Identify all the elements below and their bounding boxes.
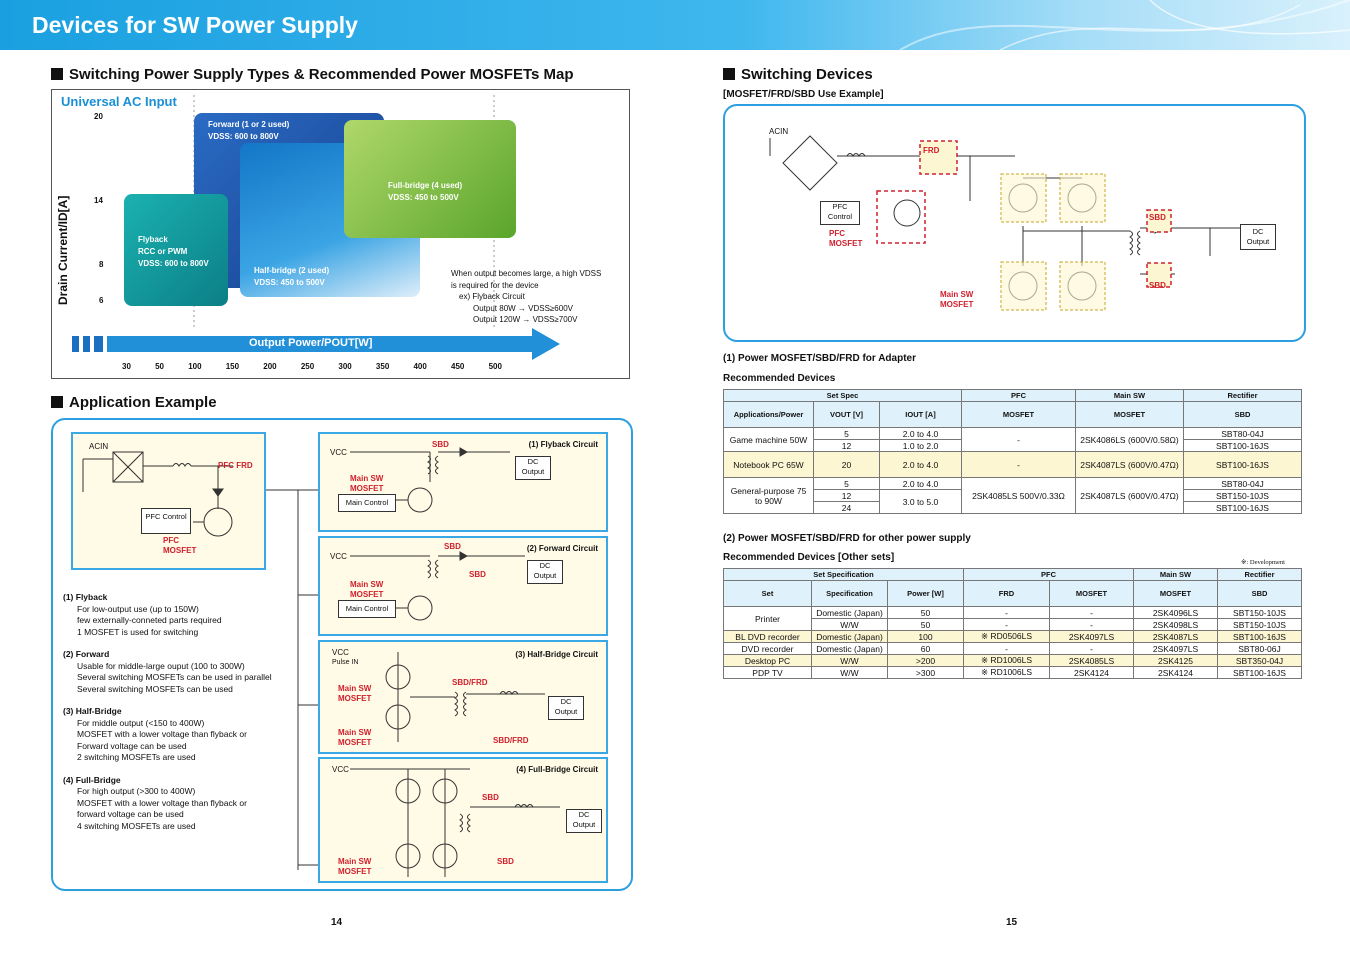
table-header: MOSFET [962,402,1076,428]
x-tick: 200 [263,362,277,371]
square-bullet-icon [51,68,63,80]
table-cell: SBT80-06J [1218,643,1302,655]
table-row [724,452,1302,478]
forward-circuit-box [318,536,608,636]
table-header: Main SW [1076,390,1184,402]
table-cell: 12 [814,440,880,452]
table-cell: Notebook PC 65W [724,452,814,478]
table-header: Applications/Power [724,402,814,428]
page-title: Devices for SW Power Supply [32,12,358,38]
fullbridge-block [344,120,516,238]
application-panel [51,418,633,891]
pfc-control-box: PFC Control [820,201,860,225]
page-number-right: 15 [1006,917,1018,928]
map-subtitle: Universal AC Input [61,94,177,109]
table-cell: >200 [888,655,964,667]
vdss-note [451,268,601,326]
sbd-label: SBD [1149,281,1166,290]
table-cell: SBT100-16JS [1184,440,1302,452]
adapter-devices-table [723,389,1302,514]
acin-label: ACIN [769,127,789,136]
table-header: MOSFET [1076,402,1184,428]
table-cell: 2SK4085LS 500V/0.33Ω [962,478,1076,514]
desc-line: Usable for middle-large ouput (100 to 300W) [77,660,245,671]
square-bullet-icon [51,396,63,408]
table-cell: SBT100-16JS [1218,667,1302,679]
flyback-circuit-box [318,432,608,532]
table-cell: SBT150-10JS [1184,490,1302,502]
table-row [724,655,1302,667]
table-cell: 2SK4085LS [1050,655,1134,667]
sbd-label: SBD [444,542,461,551]
table-cell: 50 [888,607,964,619]
table-row [724,428,1302,440]
table-cell: DVD recorder [724,643,812,655]
table-cell: 2.0 to 4.0 [880,428,962,440]
y-tick: 14 [94,196,103,205]
table-row [724,478,1302,490]
vcc-label: VCC [330,552,347,561]
table-cell: - [1050,607,1134,619]
desc-line: For middle output (<150 to 400W) [77,717,205,728]
table-cell: 20 [814,452,880,478]
sbd-label: SBD [1149,213,1166,222]
block-label: RCC or PWM [138,247,188,256]
table-cell: Domestic (Japan) [812,607,888,619]
x-axis-label: Output Power/POUT[W] [249,337,373,349]
table-cell: SBT100-16JS [1184,502,1302,514]
table-cell: 2.0 to 4.0 [880,452,962,478]
table-cell: SBT100-16JS [1218,631,1302,643]
sbd-frd-label: SBD/FRD [493,736,529,745]
x-tick: 400 [413,362,427,371]
table-cell: - [964,619,1050,631]
table-header: PFC [962,390,1076,402]
main-control-box: Main Control [338,494,396,512]
desc-line: Several switching MOSFETs can be used [77,683,233,694]
table-cell: 2SK4098LS [1134,619,1218,631]
table-cell: Desktop PC [724,655,812,667]
x-ticks [122,362,502,371]
circuit-title: (3) Half-Bridge Circuit [515,650,598,659]
pulse-in-label: Pulse IN [332,659,359,666]
sbd-label: SBD [432,440,449,449]
desc-heading: (3) Half-Bridge [63,706,122,716]
table-cell: - [964,607,1050,619]
desc-flyback [63,592,303,638]
table-header: Rectifier [1184,390,1302,402]
table-cell: 5 [814,478,880,490]
x-tick: 500 [488,362,502,371]
table2-title: (2) Power MOSFET/SBD/FRD for other power supply [723,533,971,544]
topology-descriptions [63,592,303,832]
table-cell: 2SK4086LS (600V/0.58Ω) [1076,428,1184,452]
table-row [724,631,1302,643]
table-header: MOSFET [1050,581,1134,607]
desc-line: few externally-conneted parts required [77,615,222,625]
table-cell: ※ RD1006LS [964,667,1050,679]
desc-fullbridge [63,775,303,833]
table-header: VOUT [V] [814,402,880,428]
table-cell: 2SK4125 [1134,655,1218,667]
table-cell: ※ RD0506LS [964,631,1050,643]
table-header: FRD [964,581,1050,607]
table-cell: 24 [814,502,880,514]
table-cell: Domestic (Japan) [812,631,888,643]
desc-heading: (2) Forward [63,649,110,659]
y-tick: 20 [94,112,103,121]
desc-heading: (1) Flyback [63,592,108,602]
vcc-label: VCC [332,765,349,774]
table-cell: 2SK4096LS [1134,607,1218,619]
header-banner [0,0,1350,50]
desc-line: For low-output use (up to 150W) [77,603,199,614]
table-cell: General-purpose 75 to 90W [724,478,814,514]
note-line: ex) Flyback Circuit [459,292,525,301]
table-cell: SBT150-10JS [1218,607,1302,619]
pfc-mosfet-label: PFC MOSFET [163,536,197,555]
table-cell: Printer [724,607,812,631]
table-cell: SBT150-10JS [1218,619,1302,631]
table-cell: ※ RD1006LS [964,655,1050,667]
fullbridge-circuit-box [318,757,608,883]
block-label: VDSS: 450 to 500V [254,278,325,287]
table-header: SBD [1184,402,1302,428]
main-sw-mosfet-label: Main SW MOSFET [350,474,384,493]
table-row [724,643,1302,655]
desc-line: For high output (>300 to 400W) [77,786,196,796]
table-header: Main SW [1134,569,1218,581]
table-cell: 2SK4087LS [1134,631,1218,643]
table-cell: 60 [888,643,964,655]
other-devices-table [723,568,1302,679]
block-label: Forward (1 or 2 used) [208,120,290,129]
table-cell: - [1050,619,1134,631]
block-label: VDSS: 600 to 800V [208,132,279,141]
desc-halfbridge [63,706,303,764]
square-bullet-icon [723,68,735,80]
table-cell: - [1050,643,1134,655]
table-cell: W/W [812,655,888,667]
x-tick: 250 [300,362,315,371]
desc-line: forward voltage can be used [77,809,184,819]
y-tick: 8 [99,260,104,269]
frd-label: FRD [923,146,940,155]
desc-line: 4 switching MOSFETs are used [77,820,196,831]
table-header: MOSFET [1134,581,1218,607]
table1-title: (1) Power MOSFET/SBD/FRD for Adapter [723,353,916,364]
acin-label: ACIN [89,442,109,451]
map-section-title: Switching Power Supply Types & Recommended Power MOSFETs Map [51,66,574,83]
desc-heading: (4) Full-Bridge [63,774,121,785]
table-header: Set Spec [724,390,962,402]
table-header: SBD [1218,581,1302,607]
use-example-subtitle: [MOSFET/FRD/SBD Use Example] [723,89,884,100]
table-row [724,667,1302,679]
table-cell: 2SK4087LS (600V/0.47Ω) [1076,452,1184,478]
switching-devices-title: Switching Devices [723,66,873,83]
table2-subtitle: Recommended Devices [Other sets] [723,552,895,563]
table-header: Rectifier [1218,569,1302,581]
x-tick: 150 [225,362,240,371]
y-axis-label: Drain Current/ID[A] [56,195,70,305]
table-cell: SBT350-04J [1218,655,1302,667]
table-cell: BL DVD recorder [724,631,812,643]
note-line: Output 120W → VDSS≥700V [473,315,578,324]
block-label: Full-bridge (4 used) [388,181,463,190]
table-cell: 2SK4087LS (600V/0.47Ω) [1076,478,1184,514]
development-note: ※: Development [1241,559,1285,566]
table-cell: 3.0 to 5.0 [880,490,962,514]
table-cell: 50 [888,619,964,631]
mosfet-map-chart [51,89,630,379]
table-cell: W/W [812,619,888,631]
desc-line: Forward voltage can be used [77,740,187,751]
table-cell: - [964,643,1050,655]
halfbridge-circuit-box [318,640,608,754]
main-sw-mosfet-label: Main SW MOSFET [350,580,384,599]
table-cell: SBT100-16JS [1184,452,1302,478]
block-label: Half-bridge (2 used) [254,266,330,275]
sbd-label: SBD [497,857,514,866]
pfc-mosfet-label: PFC MOSFET [829,229,863,248]
table1-subtitle: Recommended Devices [723,373,836,384]
table-cell: - [962,428,1076,452]
vcc-label: VCC [330,448,347,457]
x-tick: 450 [451,362,465,371]
main-sw-mosfet-label: Main SW MOSFET [338,684,372,703]
x-tick: 350 [375,362,390,371]
pfc-frd-label: PFC FRD [218,461,253,470]
circuit-title: (1) Flyback Circuit [528,440,598,449]
table-cell: PDP TV [724,667,812,679]
x-tick: 50 [155,362,164,371]
table-cell: 100 [888,631,964,643]
block-label: VDSS: 600 to 800V [138,259,209,268]
table-row [724,607,1302,619]
table-cell: >300 [888,667,964,679]
dc-output-box: DC Output [566,809,602,833]
desc-line: Several switching MOSFETs can be used in parallel [77,672,272,682]
note-line: is required for the device [451,280,539,290]
table-cell: 1.0 to 2.0 [880,440,962,452]
table-cell: 2SK4097LS [1134,643,1218,655]
block-label: Flyback [138,235,168,244]
table-header: Specification [812,581,888,607]
pfc-circuit-box [71,432,266,570]
desc-line: MOSFET with a lower voltage than flyback or [77,729,247,739]
dc-output-box: DC Output [1240,224,1276,250]
page-number-left: 14 [331,917,343,928]
table-header: PFC [964,569,1134,581]
table-cell: W/W [812,667,888,679]
main-sw-mosfet-label: Main SW MOSFET [338,728,372,747]
table-cell: Game machine 50W [724,428,814,452]
desc-line: 2 switching MOSFETs are used [77,752,196,762]
table-cell: SBT80-04J [1184,428,1302,440]
sbd-label: SBD [482,793,499,802]
desc-forward [63,649,303,695]
table-cell: 2SK4097LS [1050,631,1134,643]
vcc-label: VCC [332,648,349,657]
main-control-box: Main Control [338,600,396,618]
desc-line: 1 MOSFET is used for switching [77,626,199,637]
table-cell: 2SK4124 [1134,667,1218,679]
note-line: Output 80W → VDSS≥600V [473,303,573,313]
sbd-frd-label: SBD/FRD [452,678,488,687]
table-cell: 12 [814,490,880,502]
switching-schematic [725,106,1308,344]
desc-line: MOSFET with a lower voltage than flyback or [77,797,247,808]
table-header: IOUT [A] [880,402,962,428]
x-tick: 300 [338,362,352,371]
note-line: When output becomes large, a high VDSS [451,269,602,278]
pfc-control-box: PFC Control [141,508,191,534]
table-header: Set [724,581,812,607]
flyback-block [124,194,228,306]
table-cell: 2.0 to 4.0 [880,478,962,490]
circuit-title: (4) Full-Bridge Circuit [516,765,598,774]
dc-output-box: DC Output [527,560,563,584]
x-tick: 100 [188,362,202,371]
main-sw-mosfet-label: Main SW MOSFET [940,290,974,309]
sbd-label: SBD [469,570,486,579]
block-label: VDSS: 450 to 500V [388,193,459,202]
table-header: Set Specification [724,569,964,581]
y-tick: 6 [99,296,104,305]
dc-output-box: DC Output [548,696,584,720]
table-cell: 5 [814,428,880,440]
app-section-title: Application Example [51,394,217,411]
x-tick: 30 [122,362,131,371]
circuit-title: (2) Forward Circuit [526,544,598,553]
table-cell: 2SK4124 [1050,667,1134,679]
table-cell: - [962,452,1076,478]
table-header: Power [W] [888,581,964,607]
main-sw-mosfet-label: Main SW MOSFET [338,857,372,876]
switching-devices-panel [723,104,1306,342]
dc-output-box: DC Output [515,456,551,480]
table-cell: Domestic (Japan) [812,643,888,655]
table-cell: SBT80-04J [1184,478,1302,490]
